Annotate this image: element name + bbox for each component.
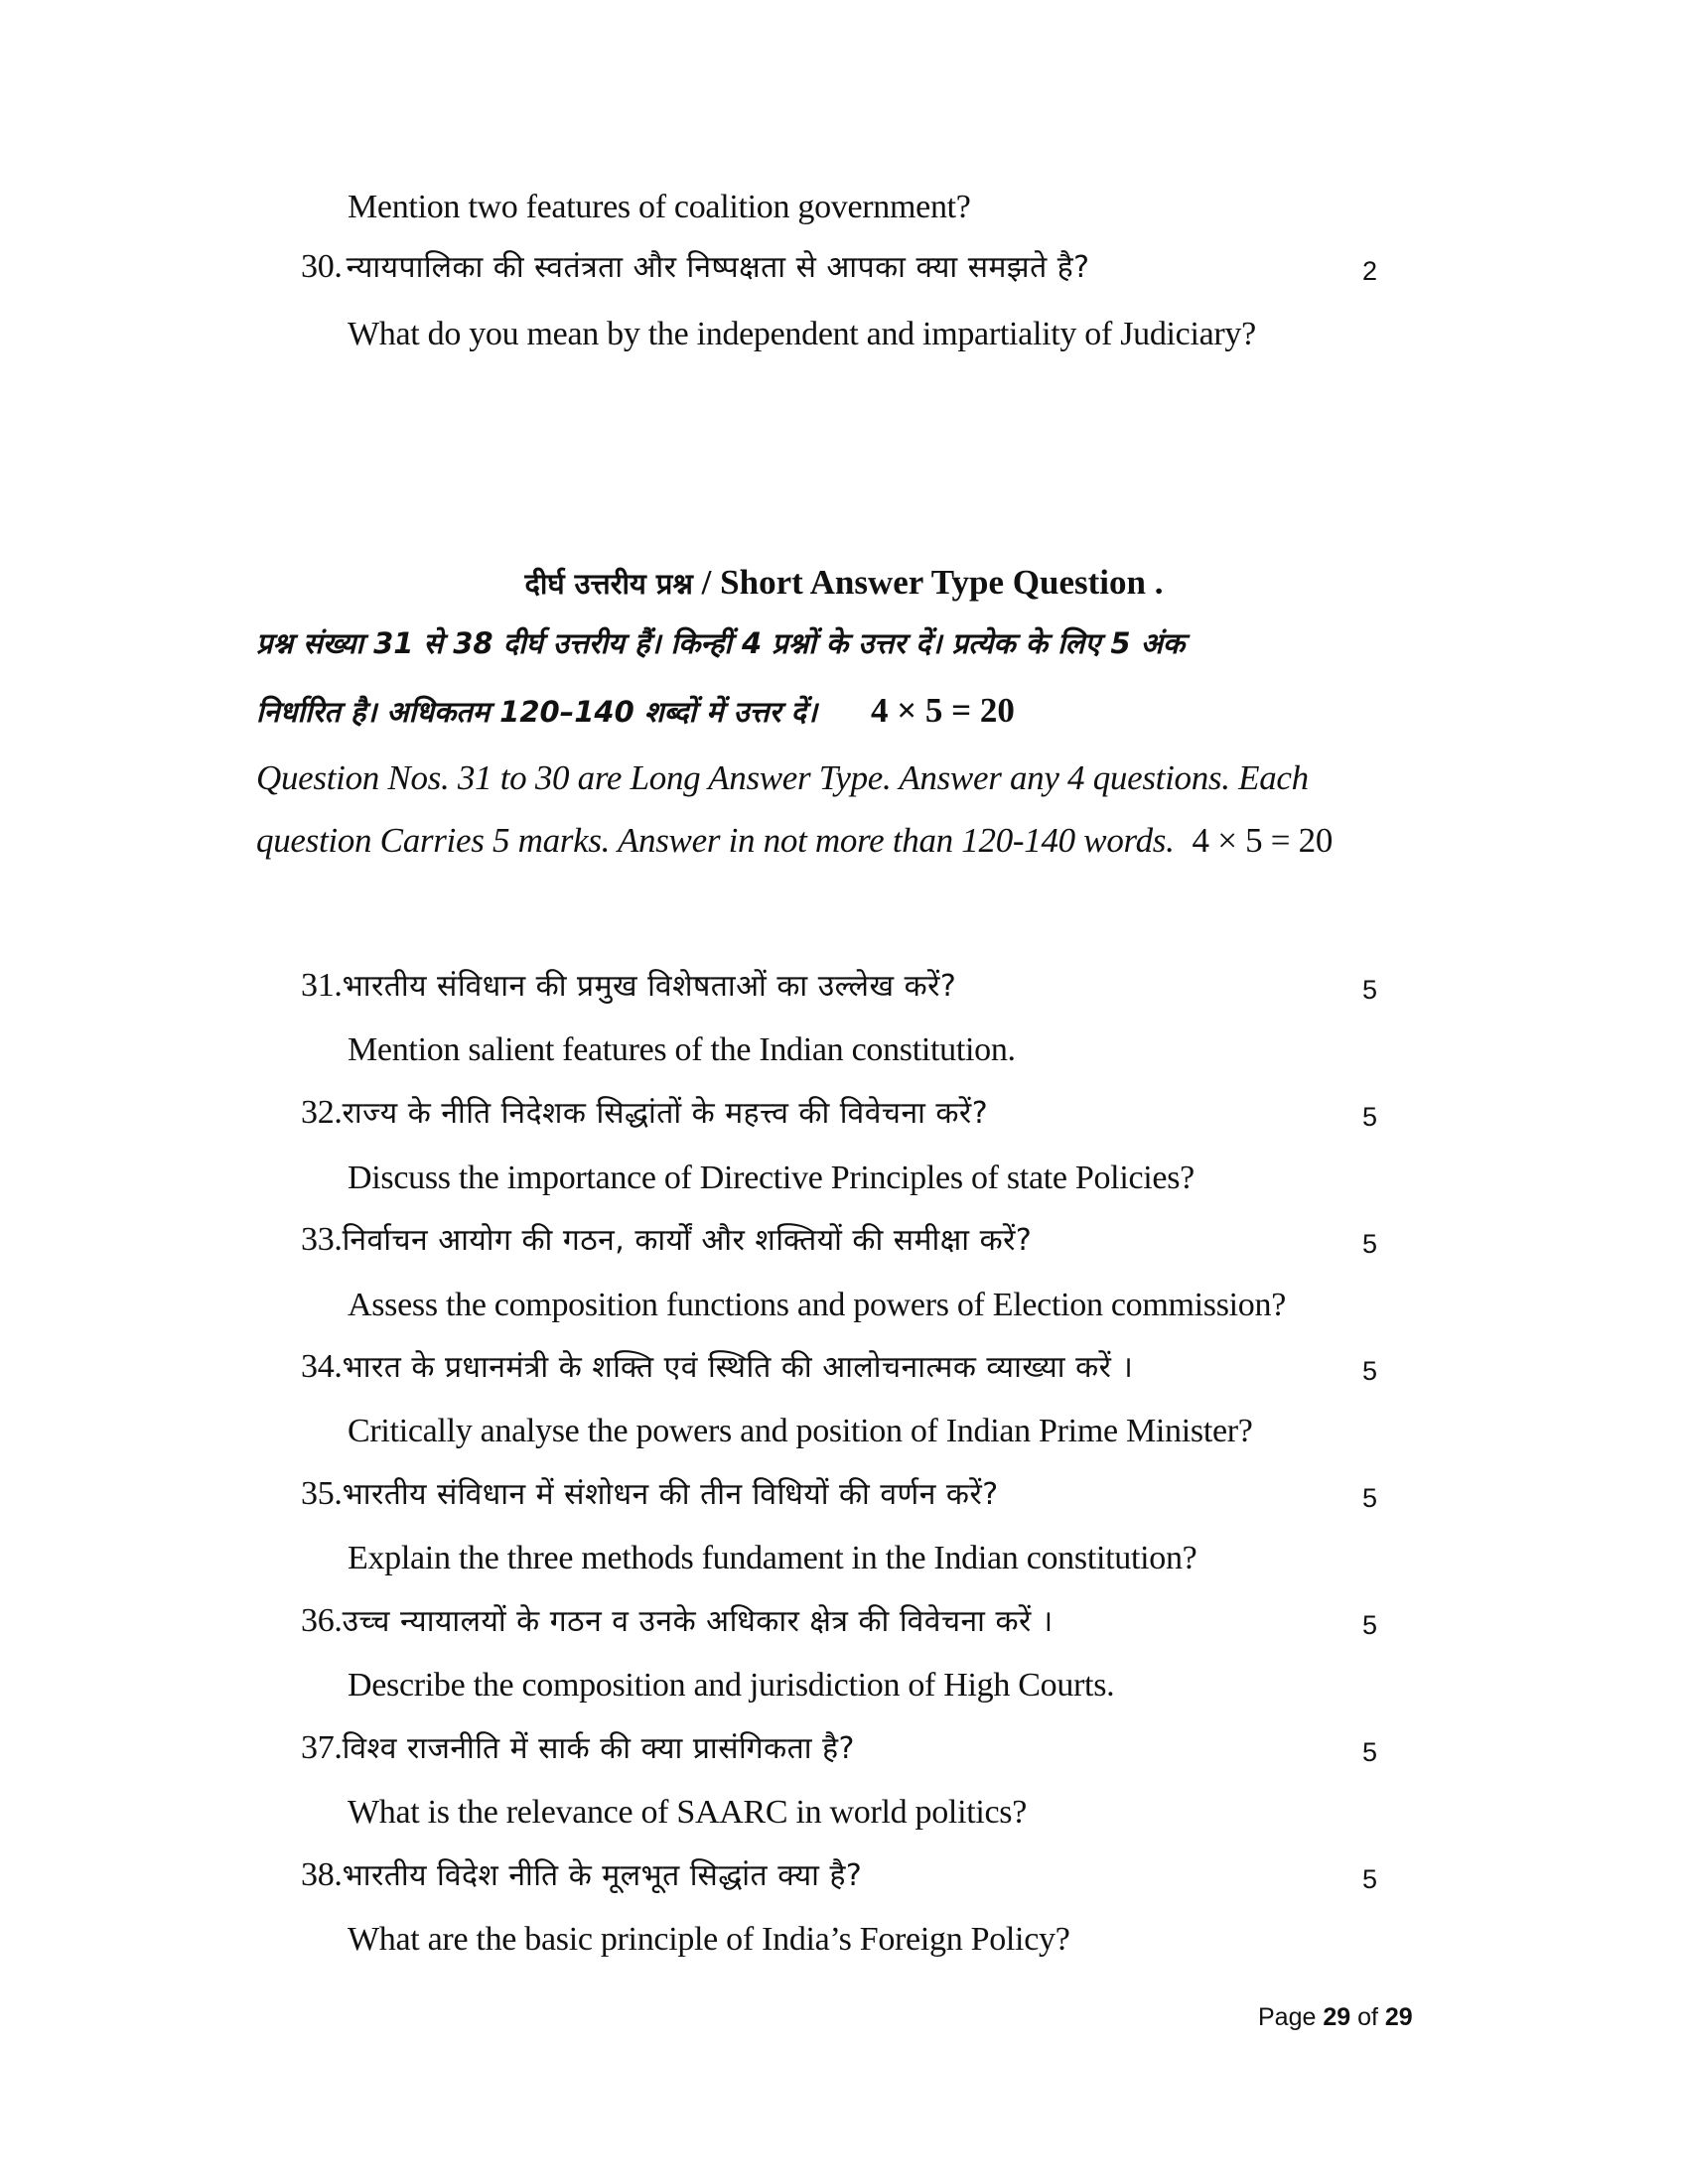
question-37-english: What is the relevance of SAARC in world politics? xyxy=(348,1794,1028,1831)
question-hindi-text: विश्व राजनीति में सार्क की क्या प्रासंगिकता है? xyxy=(342,1731,855,1766)
question-30-hindi-row xyxy=(301,250,1090,284)
instructions-english-line2: question Carries 5 marks. Answer in not more than 120-140 words. xyxy=(256,821,1175,860)
question-38-english: What are the basic principle of India’s Foreign Policy? xyxy=(348,1921,1070,1958)
question-31-english: Mention salient features of the Indian constitution. xyxy=(348,1031,1016,1068)
instructions-english-line2-row xyxy=(256,823,1333,858)
question-32-english: Discuss the importance of Directive Principles of state Policies? xyxy=(348,1160,1195,1196)
question-33-english: Assess the composition functions and powers of Election commission? xyxy=(348,1287,1286,1323)
instructions-hindi-formula: 4 × 5 = 20 xyxy=(870,691,1015,730)
question-number: 37. xyxy=(301,1729,343,1766)
question-37-hindi-row xyxy=(301,1731,855,1765)
question-hindi-text: राज्य के नीति निदेशक सिद्धांतों के महत्त्व की विवेचना करें? xyxy=(342,1096,989,1131)
question-number: 38. xyxy=(301,1856,343,1893)
question-number: 35. xyxy=(301,1475,343,1512)
question-37-marks: 5 xyxy=(1362,1737,1378,1767)
question-number: 36. xyxy=(301,1602,343,1639)
question-number: 32. xyxy=(301,1094,343,1131)
question-30-marks: 2 xyxy=(1362,256,1378,286)
question-number: 33. xyxy=(301,1221,343,1258)
question-36-marks: 5 xyxy=(1362,1610,1378,1640)
question-number: 34. xyxy=(301,1348,343,1385)
instructions-hindi-line1: प्रश्न संख्या 31 से 38 दीर्घ उत्तरीय हैं। किन्हीं 4 प्रश्नों के उत्तर दें। प्रत्येक के लिए 5 अंक xyxy=(256,626,1186,660)
question-36-hindi-row xyxy=(301,1604,1054,1638)
question-30-english: What do you mean by the independent and impartiality of Judiciary? xyxy=(348,316,1256,352)
question-hindi-text: निर्वाचन आयोग की गठन, कार्यों और शक्तियों की समीक्षा करें? xyxy=(342,1223,1033,1258)
question-hindi-text: उच्च न्यायालयों के गठन व उनके अधिकार क्षेत्र की विवेचना करें । xyxy=(342,1604,1054,1639)
question-hindi-text: भारतीय संविधान की प्रमुख विशेषताओं का उल्लेख करें? xyxy=(342,969,957,1004)
page-of: of xyxy=(1350,2003,1385,2031)
question-32-marks: 5 xyxy=(1362,1102,1378,1132)
question-number: 31. xyxy=(301,967,343,1004)
question-38-marks: 5 xyxy=(1362,1864,1378,1894)
section-heading-hindi: दीर्घ उत्तरीय प्रश्न xyxy=(524,567,693,601)
section-heading xyxy=(0,563,1688,603)
question-35-hindi-row xyxy=(301,1477,999,1511)
question-31-hindi-row xyxy=(301,969,956,1003)
question-34-english: Critically analyse the powers and position of Indian Prime Minister? xyxy=(348,1413,1253,1449)
question-32-hindi-row xyxy=(301,1096,988,1130)
instructions-hindi-line2: निर्धारित है। अधिकतम 120–140 शब्दों में उत्तर दें। xyxy=(256,695,817,729)
prev-question-english: Mention two features of coalition government? xyxy=(348,189,971,225)
question-31-marks: 5 xyxy=(1362,975,1378,1005)
question-34-marks: 5 xyxy=(1362,1356,1378,1386)
question-number: 30. xyxy=(301,248,343,285)
question-36-english: Describe the composition and jurisdiction of High Courts. xyxy=(348,1667,1115,1704)
section-heading-separator: / xyxy=(692,563,721,602)
question-hindi-text: भारतीय संविधान में संशोधन की तीन विधियों की वर्णन करें? xyxy=(342,1477,999,1512)
question-35-english: Explain the three methods fundament in the Indian constitution? xyxy=(348,1540,1197,1576)
question-33-marks: 5 xyxy=(1362,1229,1378,1259)
page-label: Page xyxy=(1258,2003,1324,2031)
question-hindi-text: भारत के प्रधानमंत्री के शक्ति एवं स्थिति की आलोचनात्मक व्याख्या करें । xyxy=(342,1350,1134,1385)
question-hindi-text: भारतीय विदेश नीति के मूलभूत सिद्धांत क्या है? xyxy=(342,1858,863,1893)
total-pages: 29 xyxy=(1384,2003,1413,2031)
page-number-footer xyxy=(1258,2003,1413,2032)
instructions-hindi-line2-row xyxy=(256,693,1015,728)
instructions-english-line1: Question Nos. 31 to 30 are Long Answer Type. Answer any 4 questions. Each xyxy=(256,758,1309,797)
current-page: 29 xyxy=(1323,2003,1351,2031)
question-33-hindi-row xyxy=(301,1223,1032,1257)
instructions-english-formula: 4 × 5 = 20 xyxy=(1192,821,1334,860)
section-heading-english: Short Answer Type Question . xyxy=(720,563,1164,602)
question-35-marks: 5 xyxy=(1362,1483,1378,1513)
question-hindi-text: न्यायपालिका की स्वतंत्रता और निष्पक्षता से आपका क्या समझते है? xyxy=(346,250,1090,285)
question-34-hindi-row xyxy=(301,1350,1133,1384)
question-38-hindi-row xyxy=(301,1858,862,1892)
